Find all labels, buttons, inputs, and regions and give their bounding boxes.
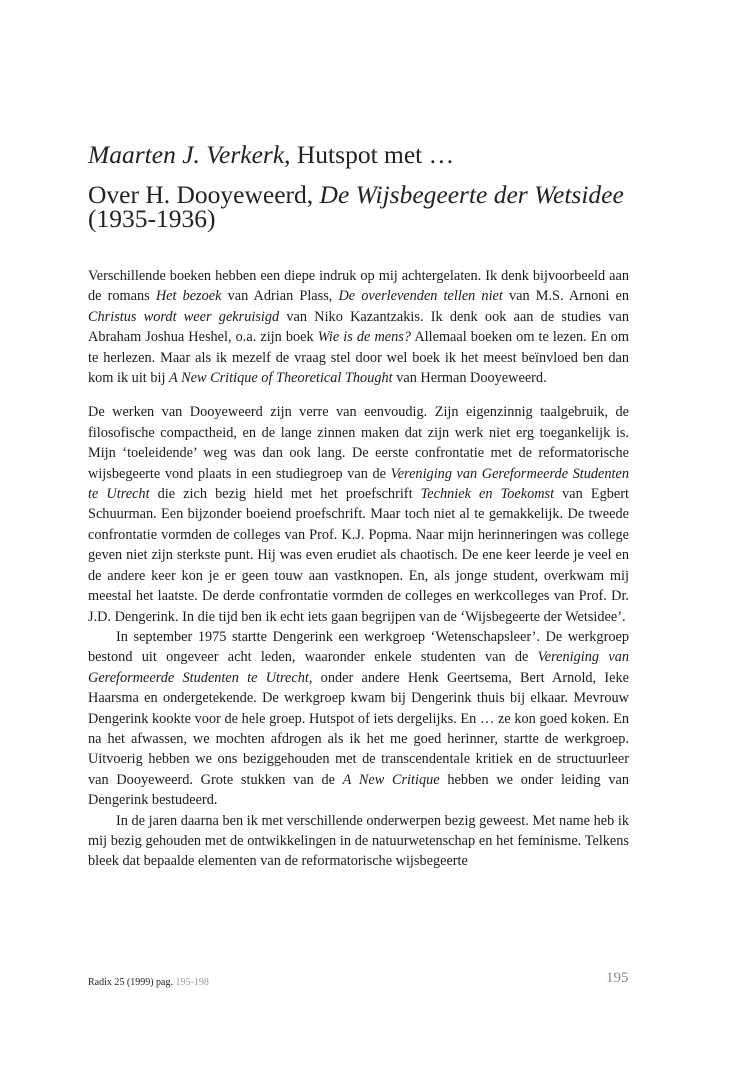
- author-separator: ,: [284, 140, 297, 169]
- text-run: hebben we onder leiding van Dengerink bestudeerd.: [88, 771, 630, 809]
- article-heading: [88, 140, 648, 169]
- text-run: van Egbert Schuurman. Een bijzonder boeiend proefschrift. Maar toch niet al te gemakkelijk. De tweede confrontatie vormden de colleges van Prof. K.J. Popma. Naar mijn herinneringen was college geven niet zijn sterkste punt. Hij was even erudiet als chaotisch. De ene keer leerde je veel en de andere keer kon je er geen touw aan vastknopen. En, als jonge student, overkwam mij meestal het laatste. De derde confrontatie vormden de colleges en werkcolleges van Prof. Dr. J.D. Dengerink. In die tijd ben ik echt iets gaan begrijpen van de ‘Wijsbegeerte der Wetsidee’.: [88, 486, 629, 625]
- page-range: 195-198: [175, 977, 209, 988]
- journal-citation: [88, 977, 209, 988]
- text-run: die zich bezig hield met het proefschrift: [149, 486, 421, 503]
- book-title: Techniek en Toekomst: [420, 486, 555, 503]
- book-title: A New Critique: [342, 771, 440, 788]
- article-body: [88, 266, 629, 872]
- text-run: van M.S. Arnoni en: [502, 288, 629, 305]
- paragraph-4: [88, 811, 629, 872]
- subtitle-prefix: Over H. Dooyeweerd,: [88, 180, 320, 209]
- book-title: Het bezoek: [155, 288, 222, 305]
- article-subtitle: [88, 180, 648, 233]
- text-run: van Herman Dooyeweerd.: [392, 370, 547, 387]
- book-title: Wie is de mens?: [317, 329, 412, 346]
- book-title: A New Critique of Theoretical Thought: [169, 370, 393, 387]
- article-short-title: Hutspot met …: [296, 140, 455, 169]
- paragraph-1: [88, 266, 629, 388]
- organisation-name: Vereniging van Gereformeerde Studenten te Utrecht: [88, 649, 629, 686]
- reviewed-work-title: De Wijsbegeerte der Wetsidee: [319, 180, 624, 209]
- text-run: van Niko Kazantzakis. Ik denk ook aan de studies van Abraham Joshua Heshel, o.a. zijn boek: [88, 308, 629, 346]
- author-name: Maarten J. Verkerk: [88, 140, 285, 169]
- text-run: van Adrian Plass,: [221, 288, 339, 305]
- text-run: In de jaren daarna ben ik met verschillende onderwerpen bezig geweest. Met name heb ik mij bezig gehouden met de ontwikkelingen in de natuurwetenschap en het feminisme. Telkens bleek dat bepaalde elementen van de reformatorische wijsbegeerte: [88, 812, 629, 870]
- book-title: De overlevenden tellen niet: [338, 288, 503, 305]
- reviewed-work-year: (1935-1936): [88, 204, 216, 233]
- book-title: Christus wordt weer gekruisigd: [88, 308, 280, 325]
- text-run: De werken van Dooyeweerd zijn verre van eenvoudig. Zijn eigenzinnig taalgebruik, de filosofische compactheid, en de lange zinnen maken dat zijn werk niet erg toegankelijk is. Mijn ‘toeleidende’ weg was dan ook lang. De eerste confrontatie met de reformatorische wijsbegeerte vond plaats in een studiegroep van de: [88, 404, 629, 482]
- citation-text: Radix 25 (1999) pag.: [88, 977, 176, 988]
- paragraph-2: [88, 402, 629, 626]
- paragraph-3: [88, 627, 629, 811]
- text-run: Verschillende boeken hebben een diepe indruk op mij achtergelaten. Ik denk bijvoorbeeld aan de romans: [88, 268, 629, 305]
- page-number: 195: [606, 970, 629, 986]
- text-run: In september 1975 startte Dengerink een werkgroep ‘Wetenschapsleer’. De werkgroep bestond uit ongeveer acht leden, waaronder enkele studenten van de: [88, 628, 629, 666]
- organisation-name: Vereniging van Gereformeerde Studenten te Utrecht: [88, 465, 629, 503]
- text-run: Allemaal boeken om te lezen. En om te herlezen. Maar als ik mezelf de vraag stel door wel boek ik het meest beïnvloed ben dan kom ik uit bij: [88, 329, 629, 387]
- text-run: , onder andere Henk Geertsema, Bert Arnold, Ieke Haarsma en ondergetekende. De werkgroep kwam bij Dengerink thuis bij elkaar. Mevrouw Dengerink kookte voor de hele groep. Hutspot of iets dergelijks. En … ze kon goed koken. En na het afwassen, we mochten afdrogen als ik het me goed herinner, startte de werkgroep. Uitvoerig hebben we ons beziggehouden met de transcendentale kritiek en de structuurleer van Dooyeweerd. Grote stukken van de: [88, 669, 629, 788]
